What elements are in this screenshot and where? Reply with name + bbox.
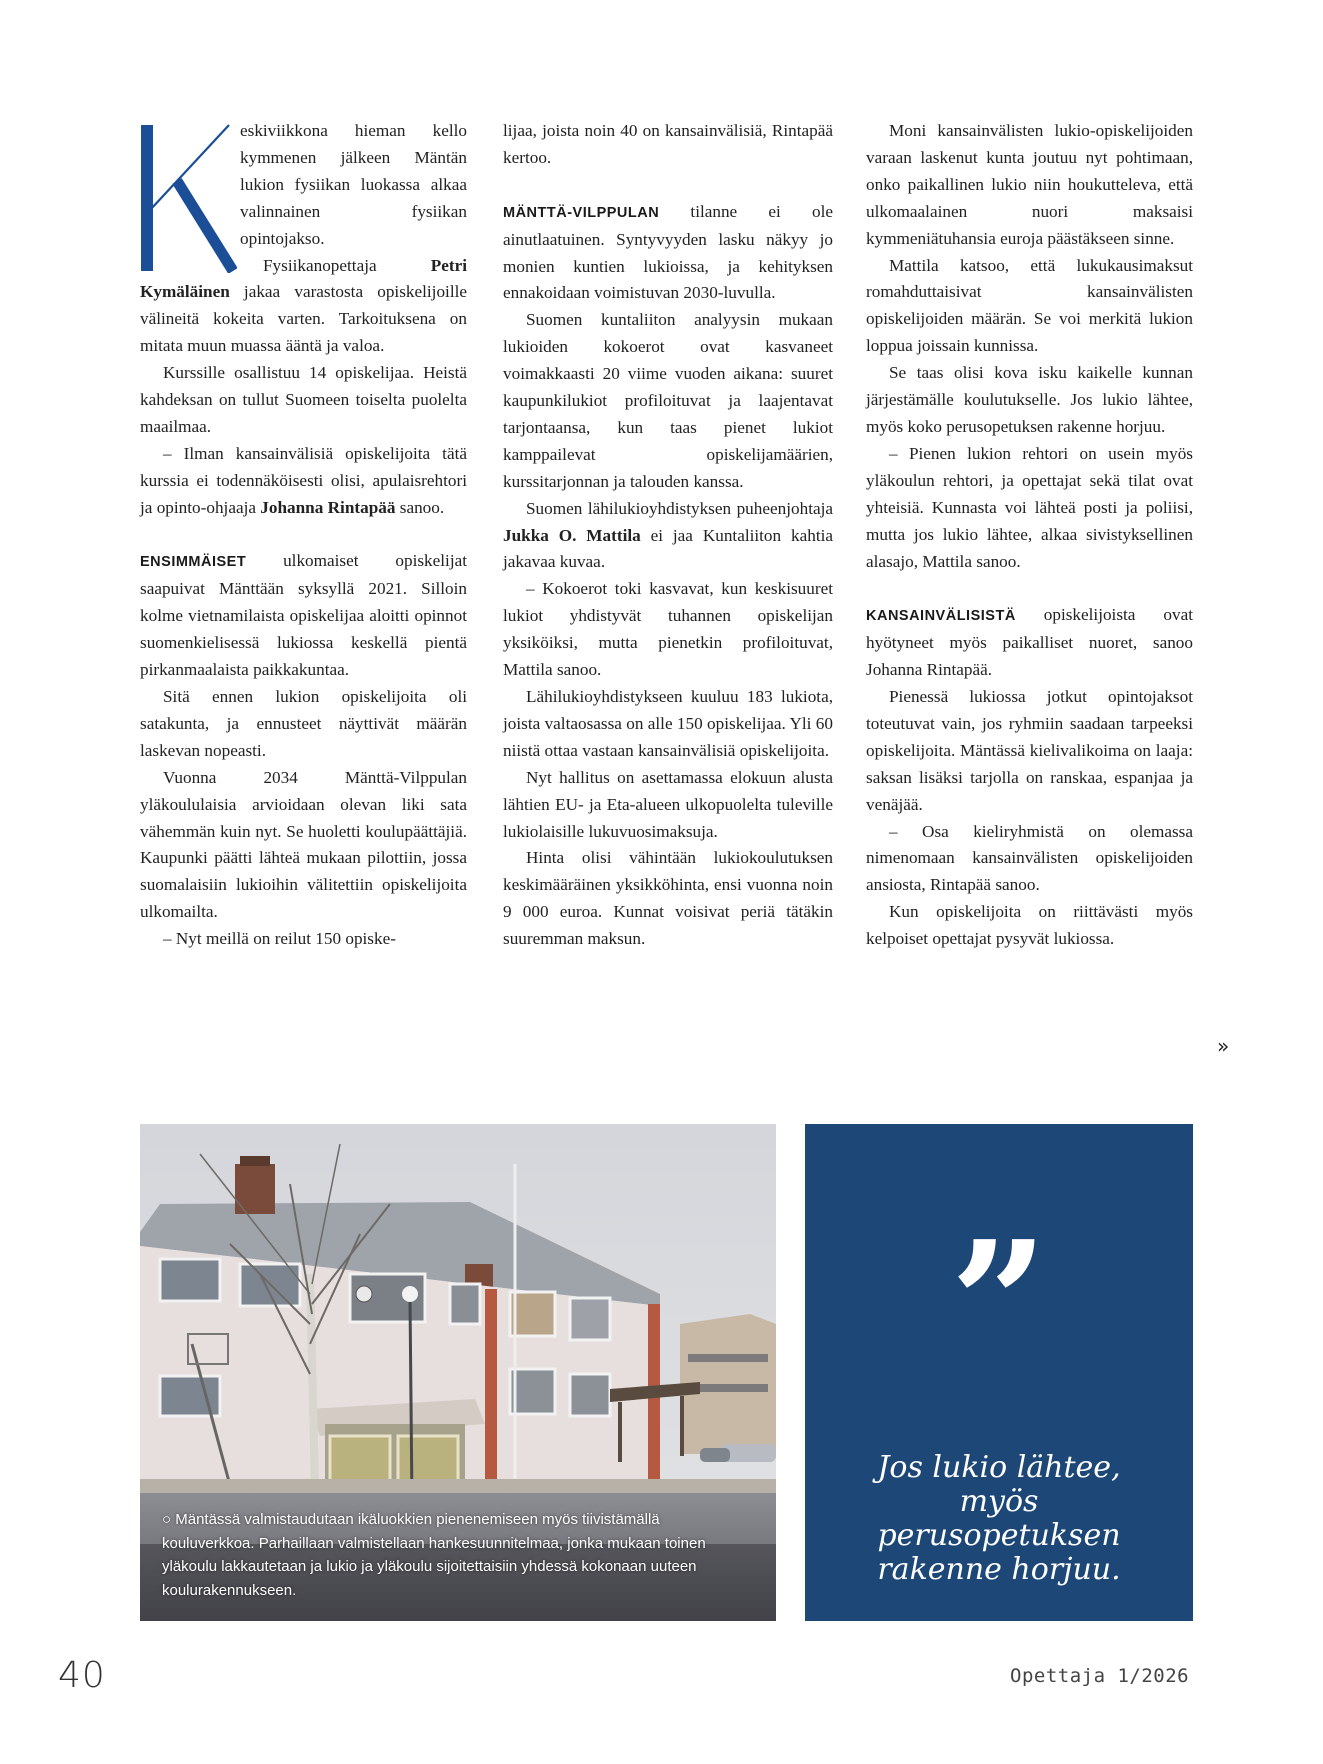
paragraph: Fysiikanopettaja Petri Kymäläinen jakaa varastosta opiskelijoille välineitä kokeita varten. Tarkoituksena on mitata muun muassa ääntä ja valoa.	[140, 255, 467, 356]
paragraph: Pienessä lukiossa jotkut opintojaksot toteutuvat vain, jos ryhmiin saadaan tarpeeksi opiskelijoita. Mäntässä kielivalikoima on laaja: saksan lisäksi tarjolla on ranskaa, espanjaa ja venäjää.	[866, 687, 1193, 814]
paragraph: Vuonna 2034 Mänttä-Vilppulan yläkoululaisia arvioidaan olevan liki sata vähemmän kuin nyt. Se huoletti koulupäättäjiä. Kaupunki päätti lähteä mukaan pilottiin, jossa suomalaisiin lukioihin välitettiin opiskelijoita ulkomailta.	[140, 767, 467, 922]
paragraph: ENSIMMÄISET ulkomaiset opiskelijat saapuivat Mänttään syksyllä 2021. Silloin kolme vietnamilaista opiskelijaa aloitti opinnot suomenkielisessä lukiossa keskellä pientä pirkanmaalaista paikkakuntaa.	[140, 551, 467, 680]
paragraph: Moni kansainvälisten lukio-opiskelijoiden varaan laskenut kunta joutuu nyt pohtimaan, onko paikallinen lukio niin houkutteleva, että ulkomaalainen nuori maksaisi kymmeniätuhansia euroja päästäkseen sinne.	[866, 121, 1193, 248]
paragraph: – Nyt meillä on reilut 150 opiske-	[163, 929, 396, 949]
magazine-issue: Opettaja 1/2026	[1010, 1665, 1190, 1687]
pull-quote-box	[805, 1124, 1193, 1621]
page-number: 40	[58, 1655, 106, 1696]
paragraph: Suomen kuntaliiton analyysin mukaan lukioiden kokoerot ovat kasvaneet voimakkaasti 20 viime vuoden aikana: suuret kaupunkilukiot profiloituvat ja laajentavat tarjontaansa, kun taas pienet lukiot kamppailevat opiskelijamäärien, kurssitarjonnan ja talouden kanssa.	[503, 310, 833, 491]
paragraph: Suomen lähilukioyhdistyksen puheenjohtaja Jukka O. Mattila ei jaa Kuntaliiton kahtia jakavaa kuvaa.	[503, 498, 833, 572]
paragraph: Nyt hallitus on asettamassa elokuun alusta lähtien EU- ja Eta-alueen ulkopuolelta tuleville lukiolaisille lukuvuosimaksuja.	[503, 767, 833, 841]
paragraph: Hinta olisi vähintään lukiokoulutuksen keskimääräinen yksikköhinta, ensi vuonna noin 9 000 euroa. Kunnat voisivat periä tätäkin suuremman maksun.	[503, 848, 833, 949]
paragraph: Mattila katsoo, että lukukausimaksut romahduttaisivat kansainvälisten opiskelijoiden määrän. Se voi merkitä lukion loppua joissain kunnissa.	[866, 255, 1193, 356]
section-lead: KANSAINVÄLISISTÄ	[866, 608, 1016, 625]
section-lead: ENSIMMÄISET	[140, 554, 247, 571]
paragraph: – Osa kieliryhmistä on olemassa nimenomaan kansainvälisten opiskelijoiden ansiosta, Rintapää sanoo.	[866, 821, 1193, 895]
paragraph: – Ilman kansainvälisiä opiskelijoita tätä kurssia ei todennäköisesti olisi, apulaisrehtori ja opinto-ohjaaja Johanna Rintapää sanoo.	[140, 443, 467, 517]
article-column-3	[866, 118, 1193, 953]
pull-quote-text: Jos lukio lähtee, myös perusopetuksen rakenne horjuu.	[877, 1450, 1121, 1587]
quote-mark-icon: ”	[950, 1204, 1048, 1404]
paragraph: Kun opiskelijoita on riittävästi myös kelpoiset opettajat pysyvät lukiossa.	[866, 902, 1193, 949]
person-name: Johanna Rintapää	[260, 497, 396, 517]
paragraph: Sitä ennen lukion opiskelijoita oli satakunta, ja ennusteet näyttivät määrän laskevan nopeasti.	[140, 687, 467, 760]
dropcap	[140, 118, 240, 278]
paragraph: – Kokoerot toki kasvavat, kun keskisuuret lukiot yhdistyvät tuhannen opiskelijan yksiköiksi, mutta pienetkin profiloituvat, Mattila sanoo.	[503, 579, 833, 680]
section-lead: MÄNTTÄ-VILPPULAN	[503, 204, 660, 221]
dropcap-letter-k	[137, 123, 237, 273]
person-name: Jukka O. Mattila	[503, 525, 641, 545]
paragraph: Kurssille osallistuu 14 opiskelijaa. Heistä kahdeksan on tullut Suomeen toiselta puolelta maailmaa.	[140, 363, 467, 436]
paragraph: Lähilukioyhdistykseen kuuluu 183 lukiota, joista valtaosassa on alle 150 opiskelijaa. Yli 60 niistä ottaa vastaan kansainvälisiä opiskelijoita.	[503, 687, 833, 760]
paragraph: MÄNTTÄ-VILPPULAN tilanne ei ole ainutlaatuinen. Syntyvyyden lasku näkyy jo monien kuntien lukioissa, ja kehityksen ennakoidaan voimistuvan 2030-luvulla.	[503, 201, 833, 303]
paragraph: – Pienen lukion rehtori on usein myös yläkoulun rehtori, ja opettajat sekä tilat ovat yhteisiä. Kunnasta voi lähteä posti ja poliisi, mutta jos lukio lähtee, alkaa sivistyksellinen alasajo, Mattila sanoo.	[866, 443, 1193, 571]
paragraph: Se taas olisi kova isku kaikelle kunnan järjestämälle koulutukselle. Jos lukio lähtee, myös koko perusopetuksen rakenne horjuu.	[866, 363, 1193, 436]
paragraph: lijaa, joista noin 40 on kansainvälisiä, Rintapää kertoo.	[503, 121, 833, 167]
article-column-1	[140, 118, 467, 953]
photo-caption: ○ Mäntässä valmistaudutaan ikäluokkien pienenemiseen myös tiivistämällä kouluverkkoa. Parhaillaan valmistellaan hankesuunnitelmaa, jonka mukaan toinen yläkoulu lakkautetaan ja lukio ja yläkoulu sijoitettaisiin yhdessä kokonaan uuteen koulurakennukseen.	[162, 1511, 706, 1599]
paragraph: eskiviikkona hieman kello kymmenen jälkeen Mäntän lukion fysiikan luokassa alkaa valinnainen fysiikan opintojakso.	[240, 121, 467, 248]
person-name: Petri Kymäläinen	[140, 255, 467, 302]
article-column-2	[503, 118, 833, 953]
paragraph: KANSAINVÄLISISTÄ opiskelijoista ovat hyötyneet myös paikalliset nuoret, sanoo Johanna Rintapää.	[866, 605, 1193, 680]
continue-arrow-icon: »	[1217, 1034, 1230, 1058]
